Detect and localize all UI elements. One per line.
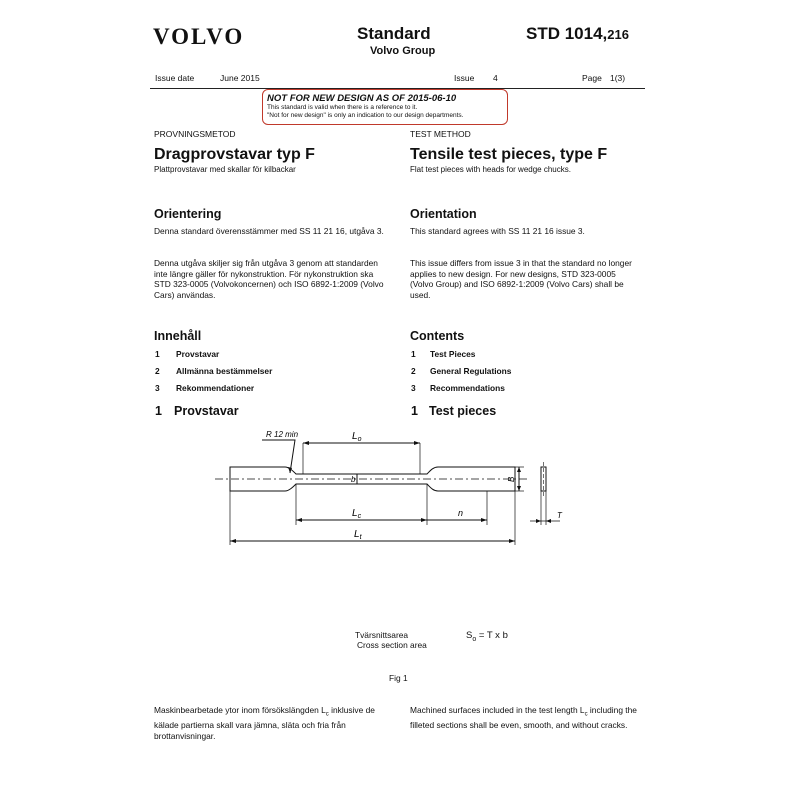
radius-label: R 12 min: [266, 430, 299, 439]
issue-value: 4: [493, 73, 498, 83]
toc-en-num-1: 1: [411, 349, 416, 359]
machined-sv-text: Maskinbearbetade ytor inom försökslängden L: [154, 705, 326, 715]
doc-title-en: Tensile test pieces, type F: [410, 146, 608, 163]
toc-sv-item-2[interactable]: Allmänna bestämmelser: [176, 366, 273, 376]
lt-sub: t: [359, 534, 362, 541]
section-1-num-en: 1: [411, 404, 418, 418]
machined-surfaces-en: [410, 705, 640, 731]
cross-section-formula: [466, 630, 508, 643]
toc-sv-num-3: 3: [155, 383, 160, 393]
lo-label: [352, 431, 362, 443]
orientation-p2-en: This issue differs from issue 3 in that the standard no longer applies to new design. For new designs, STD 323-0005 (Volvo Group) and ISO 6892-1:2009 (Volvo Cars) shall be used.: [410, 258, 632, 300]
section-1-num-sv: 1: [155, 404, 162, 418]
figure-caption: Fig 1: [389, 673, 408, 683]
doc-subtitle-en: Flat test pieces with heads for wedge chucks.: [410, 165, 571, 174]
toc-en-item-3[interactable]: Recommendations: [430, 383, 505, 393]
notice-title: NOT FOR NEW DESIGN AS OF 2015-06-10: [267, 93, 457, 104]
standard-subtitle: Volvo Group: [370, 45, 436, 57]
lt-label: [354, 529, 363, 541]
standard-number-main: STD 1014,: [526, 24, 608, 43]
machined-sv-text2: inklusive de kälade partierna skall vara jämna, släta och fria från brottanvisningar.: [154, 705, 375, 741]
toc-en-num-3: 3: [411, 383, 416, 393]
toc-sv-item-3[interactable]: Rekommendationer: [176, 383, 255, 393]
toc-en-num-2: 2: [411, 366, 416, 376]
toc-en-item-2[interactable]: General Regulations: [430, 366, 512, 376]
method-label-en: TEST METHOD: [410, 129, 471, 139]
toc-sv-num-2: 2: [155, 366, 160, 376]
issue-label: Issue: [454, 73, 475, 83]
lo-sub: o: [357, 436, 362, 443]
b-label: b: [351, 475, 356, 484]
machined-en-text: Machined surfaces included in the test length L: [410, 705, 585, 715]
formula-rest: = T x b: [478, 630, 508, 641]
toc-sv-item-1[interactable]: Provstavar: [176, 349, 220, 359]
orientation-p1-en: This standard agrees with SS 11 21 16 issue 3.: [410, 226, 585, 236]
notice-line-2: "Not for new design" is only an indication to our design departments.: [267, 112, 464, 119]
orientation-heading-en: Orientation: [410, 207, 477, 221]
section-1-title-en: Test pieces: [429, 404, 497, 418]
T-label: T: [557, 511, 562, 520]
machined-en-text2: including the filleted sections shall be even, smooth, and without cracks.: [410, 705, 637, 731]
lc-label: [352, 508, 362, 520]
cross-section-label-sv: Tvärsnittsarea: [355, 630, 409, 640]
method-label-sv: PROVNINGSMETOD: [154, 129, 236, 139]
contents-heading-sv: Innehåll: [154, 329, 202, 343]
page-value: 1(3): [610, 73, 626, 83]
lc-main: L: [352, 508, 358, 519]
lo-main: L: [352, 431, 358, 442]
issue-date-value: June 2015: [220, 73, 260, 83]
orientation-p2-sv: Denna utgåva skiljer sig från utgåva 3 genom att standarden inte längre gäller för nykonstruktion. För nykonstruktion ska STD 323-0005 (Volvokoncernen) och ISO 6892-1:2009 (Volvo Cars) användas.: [154, 258, 384, 300]
section-1-title-sv: Provstavar: [174, 404, 239, 418]
toc-sv-num-1: 1: [155, 349, 160, 359]
B-label: B: [507, 476, 516, 482]
formula-s: S: [466, 630, 473, 641]
standard-title: Standard: [357, 24, 431, 43]
doc-subtitle-sv: Plattprovstavar med skallar för kilbackar: [154, 165, 296, 174]
formula-sub: o: [472, 635, 477, 643]
volvo-logo: VOLVO: [153, 24, 245, 49]
lt-main: L: [354, 529, 360, 540]
doc-title-sv: Dragprovstavar typ F: [154, 146, 315, 163]
cross-section-label-en: Cross section area: [357, 640, 427, 650]
machined-en-sub: c: [584, 711, 588, 718]
orientation-heading-sv: Orientering: [154, 207, 222, 221]
page-label: Page: [582, 73, 602, 83]
toc-en-item-1[interactable]: Test Pieces: [430, 349, 476, 359]
lc-sub: c: [357, 513, 362, 520]
notice-line-1: This standard is valid when there is a reference to it.: [267, 104, 418, 111]
contents-heading-en: Contents: [410, 329, 465, 343]
machined-sv-sub: c: [325, 711, 329, 718]
issue-date-label: Issue date: [155, 73, 195, 83]
orientation-p1-sv: Denna standard överensstämmer med SS 11 21 16, utgåva 3.: [154, 226, 384, 236]
n-label: n: [458, 508, 464, 518]
machined-surfaces-sv: [154, 705, 384, 741]
standard-number-suffix: 216: [607, 27, 629, 42]
